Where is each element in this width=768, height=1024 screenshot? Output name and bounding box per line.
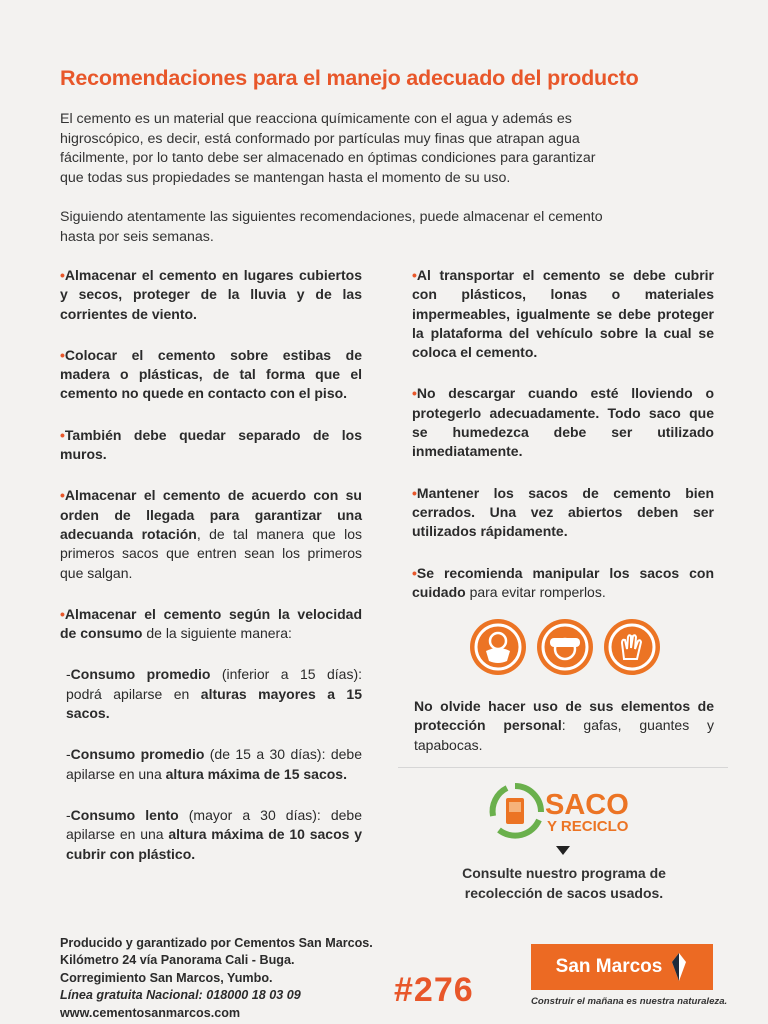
- recommendation-item: [60, 486, 362, 582]
- brand-name: San Marcos: [555, 956, 663, 977]
- recommendation-item: [60, 605, 362, 644]
- bullet-icon: •: [60, 605, 65, 622]
- text-run: Al transportar el cemento se debe cubrir con plásticos, lonas o materiales impermeables, igualmente se debe proteger la plataforma del vehículo sobre la cual se coloca el cemento.: [412, 267, 714, 361]
- footer-line: Kilómetro 24 vía Panorama Cali - Buga.: [60, 953, 295, 968]
- brand-tagline: Construir el mañana es nuestra naturaleza.: [531, 996, 728, 1007]
- recommendation-item: [412, 384, 714, 461]
- intro-line: Siguiendo atentamente las siguientes recomendaciones, puede almacenar el cemento: [60, 209, 603, 225]
- text-run: : gafas, guantes y tapabocas.: [414, 717, 714, 753]
- text-run: Consumo promedio: [70, 666, 222, 683]
- footer-line: Corregimiento San Marcos, Yumbo.: [60, 970, 273, 985]
- protection-note: [414, 697, 714, 755]
- bullet-icon: •: [412, 267, 417, 283]
- san-marcos-logo: [531, 944, 713, 990]
- recommendation-item: [412, 564, 714, 603]
- bullet-icon: •: [412, 564, 417, 581]
- text-run: -: [66, 806, 71, 823]
- intro-paragraph-1: [60, 110, 710, 188]
- text-run: -: [66, 746, 71, 763]
- text-run: Almacenar el cemento de acuerdo con su orden de llegada para garantizar una adecuanda rotación: [60, 487, 362, 542]
- text-run: de la siguiente manera:: [146, 625, 292, 642]
- left-column: [60, 266, 362, 886]
- text-run: (de 15 a 30 días): debe apilarse en una: [66, 746, 362, 782]
- recycle-program-text: [430, 864, 698, 903]
- footer-website[interactable]: www.cementosanmarcos.com: [60, 1005, 241, 1020]
- text-run: para evitar romperlos.: [469, 583, 606, 600]
- arrow-down-icon: [556, 846, 570, 856]
- recycle-icon: [487, 780, 647, 844]
- bullet-icon: •: [60, 487, 65, 504]
- bullet-icon: •: [60, 346, 65, 363]
- text-run: Almacenar el cemento según la velocidad de consumo: [60, 605, 362, 642]
- reciclo-word: Y RECICLO: [547, 818, 629, 835]
- text-run: No descargar cuando esté lloviendo o protegerlo adecuadamente. Todo saco que se humedezca debe ser utilizado inmediatamente.: [412, 385, 714, 460]
- intro-line: hasta por seis semanas.: [60, 228, 214, 245]
- recommendation-item: [412, 484, 714, 542]
- intro-line: El cemento es un material que reacciona químicamente con el agua y además es: [60, 111, 572, 127]
- text-run: No olvide hacer uso de sus elementos de protección personal: [414, 698, 714, 734]
- bullet-icon: •: [60, 267, 65, 283]
- intro-line: que todas sus propiedades se mantengan hasta el momento de su uso.: [60, 169, 511, 186]
- goggles-icon: [537, 619, 593, 675]
- recycle-cta-line: Consulte nuestro programa de: [462, 865, 666, 881]
- text-run: Consumo lento: [70, 806, 189, 823]
- issue-number: #276: [394, 971, 474, 1009]
- saco-y-reciclo-logo: [487, 780, 647, 844]
- consumo-item: [66, 806, 362, 864]
- recommendation-item: [60, 346, 362, 404]
- consumo-item: [66, 745, 362, 784]
- text-run: (inferior a 15 días): podrá apilarse en: [66, 666, 362, 702]
- text-run: altura máxima de 10 sacos y cubrir con plástico.: [66, 826, 362, 862]
- text-run: altura máxima de 15 sacos.: [165, 765, 347, 782]
- gloves-icon: [604, 619, 660, 675]
- text-run: Colocar el cemento sobre estibas de madera o plásticas, de tal forma que el cemento no quede en contacto con el piso.: [60, 346, 362, 402]
- recycle-cta-line: recolección de sacos usados.: [464, 884, 664, 901]
- text-run: , de tal manera que los primeros sacos que entren sean los primeros que salgan.: [60, 525, 362, 581]
- recommendation-item: [60, 266, 362, 324]
- intro-line: fácilmente, por lo tanto debe ser almacenado en óptimas condiciones para garantizar: [60, 150, 596, 166]
- bullet-icon: •: [60, 426, 65, 443]
- mask-icon: [470, 619, 526, 675]
- text-run: -: [66, 666, 71, 683]
- saco-word: SACO: [545, 789, 629, 821]
- footer-phone: Línea gratuita Nacional: 018000 18 03 09: [60, 988, 301, 1003]
- recommendation-item: [412, 266, 714, 362]
- text-run: alturas mayores a 15 sacos.: [66, 685, 363, 722]
- brand-mark-icon: [670, 952, 688, 982]
- divider: [398, 767, 728, 768]
- protection-icons: [470, 619, 660, 677]
- intro-line: higroscópico, es decir, está conformado por partículas muy finas que atrapan agua: [60, 130, 580, 147]
- text-run: (mayor a 30 días): debe apilarse en una: [66, 806, 362, 843]
- text-run: Consumo promedio: [70, 746, 210, 763]
- consumo-item: [66, 665, 362, 723]
- right-column: [412, 266, 714, 624]
- page-title: Recomendaciones para el manejo adecuado del producto: [60, 66, 639, 90]
- footer-line: Producido y garantizado por Cementos San Marcos.: [60, 936, 373, 950]
- text-run: Almacenar el cemento en lugares cubiertos y secos, proteger de la lluvia y de las corrientes de viento.: [60, 267, 362, 322]
- text-run: Se recomienda manipular los sacos con cuidado: [412, 564, 714, 600]
- intro-paragraph-2: [60, 208, 710, 247]
- bullet-icon: •: [412, 484, 417, 501]
- text-run: Mantener los sacos de cemento bien cerrados. Una vez abiertos deben ser utilizados rápidamente.: [412, 484, 714, 540]
- bullet-icon: •: [412, 385, 417, 402]
- text-run: También debe quedar separado de los muros.: [60, 426, 362, 463]
- recommendation-item: [60, 426, 362, 465]
- footer-contact: [60, 935, 440, 1022]
